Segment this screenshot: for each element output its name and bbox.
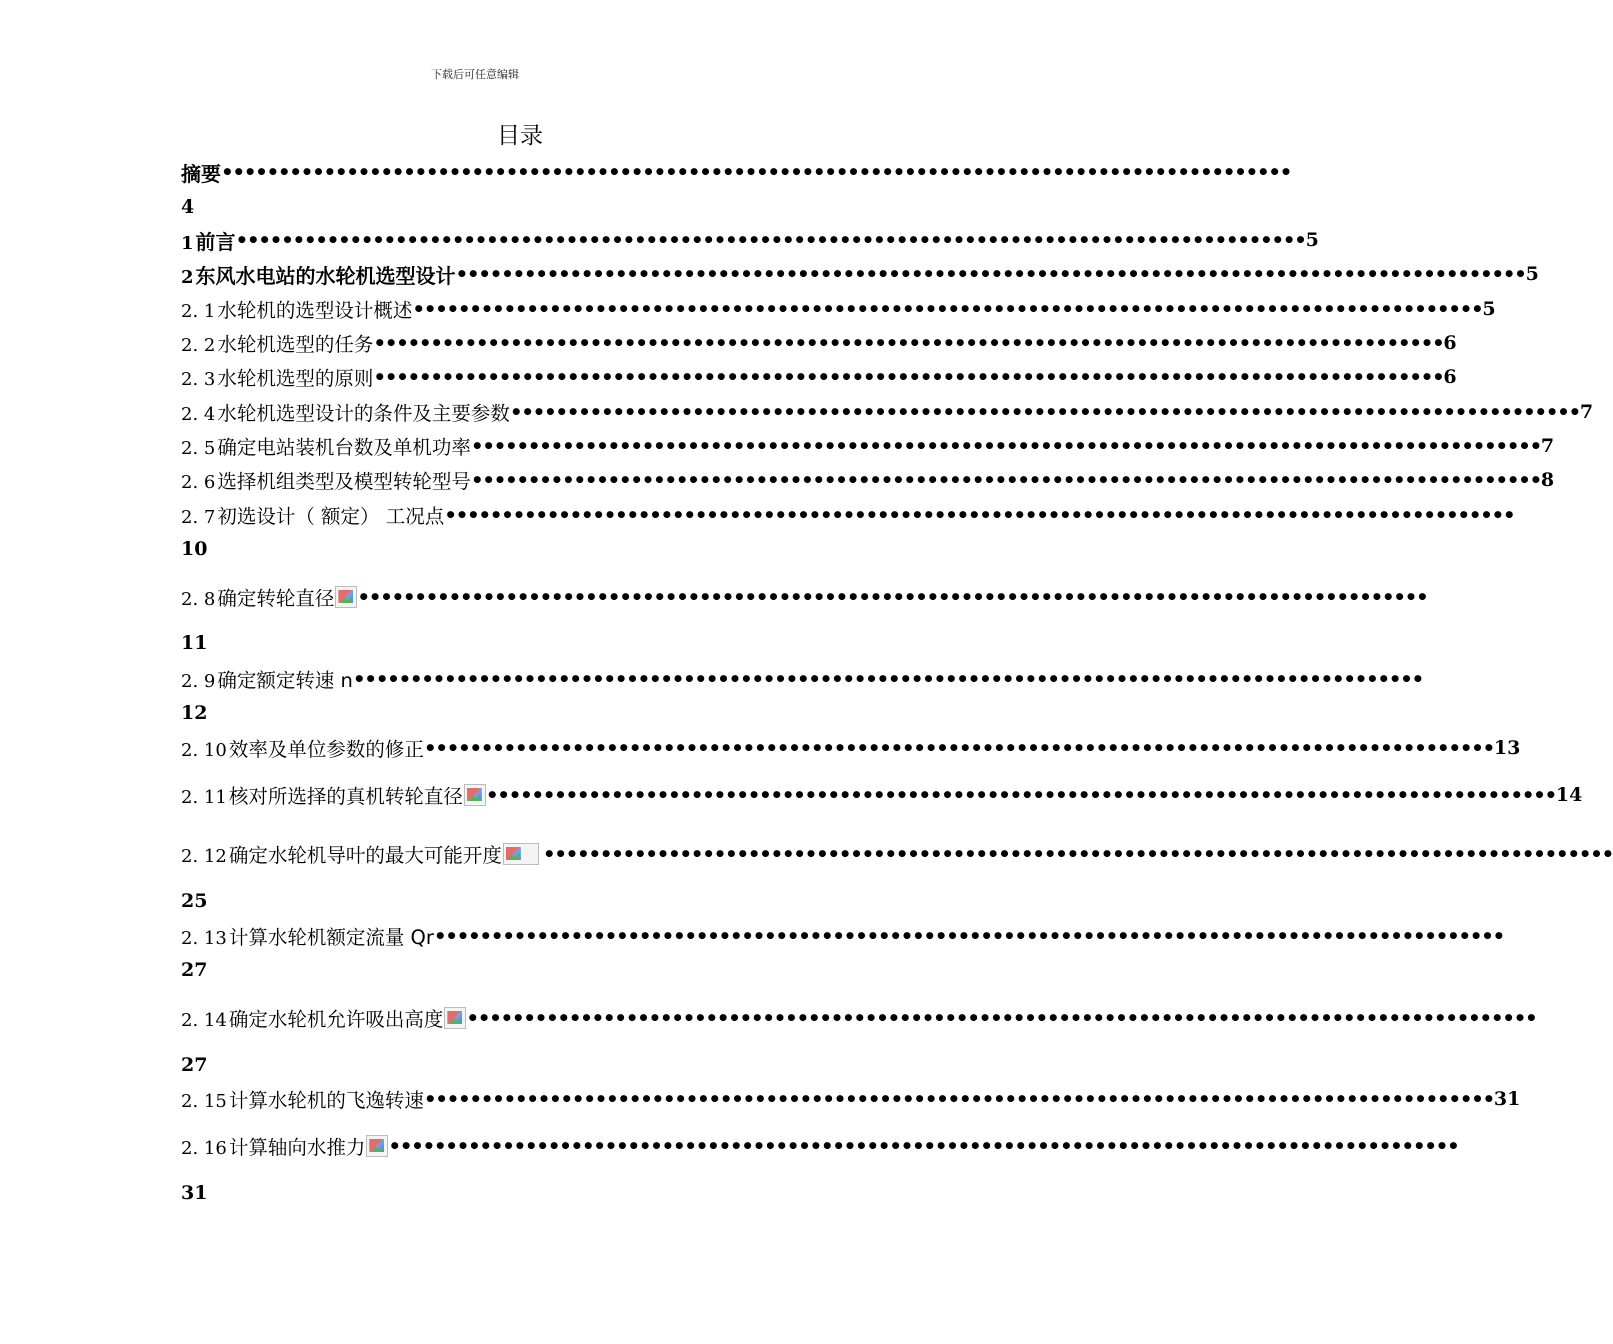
toc-entry-label bbox=[181, 260, 456, 289]
leader-dots: •••••••••••••••••••••••••••••••••••••••••••••••••••••••••••••••••••••••••••••••••••••••••••••• bbox=[470, 434, 1541, 458]
toc-entry-number: 2. 11 bbox=[181, 787, 227, 808]
toc-entry-label bbox=[181, 226, 236, 255]
toc-page-number: 25 bbox=[181, 890, 208, 912]
toc-entry[interactable] bbox=[181, 157, 1292, 187]
leader-dots: •••••••••••••••••••••••••••••••••••••••••••••••••••••••••••••••••••••••••••••••••••••••••••••• bbox=[412, 297, 1483, 321]
toc-page-number: 8 bbox=[1540, 469, 1555, 491]
broken-image-icon bbox=[366, 1135, 388, 1157]
toc-entry-number: 2. 13 bbox=[181, 928, 227, 949]
toc-entry-text: 前言 bbox=[195, 229, 236, 254]
toc-entry-number: 2. 12 bbox=[181, 846, 227, 867]
leader-dots: •••••••••••••••••••••••••••••••••••••••••••••••••••••••••••••••••••••••••••••••••••••••••••••• bbox=[542, 842, 1613, 866]
toc-entry-number: 2 bbox=[181, 266, 194, 288]
toc-entry-text: 效率及单位参数的修正 bbox=[228, 738, 424, 761]
toc-entry-text: 确定电站装机台数及单机功率 bbox=[217, 436, 471, 459]
leader-dots: •••••••••••••••••••••••••••••••••••••••••••••••••••••••••••••••••••••••••••••••••••••••••••••• bbox=[357, 585, 1428, 609]
toc-entry-text: 确定转轮直径 bbox=[217, 587, 335, 610]
toc-entry[interactable] bbox=[181, 431, 1555, 461]
toc-entry[interactable] bbox=[181, 294, 1496, 324]
toc-page-number: 5 bbox=[1525, 263, 1539, 285]
toc-entry-label bbox=[181, 398, 510, 426]
toc-entry-label bbox=[181, 1004, 443, 1032]
toc-entry-label bbox=[181, 158, 221, 187]
toc-entry-label bbox=[181, 1085, 424, 1113]
toc-entry-label bbox=[181, 363, 373, 391]
toc-entry-number: 2. 15 bbox=[181, 1091, 227, 1112]
toc-entry[interactable] bbox=[181, 465, 1555, 495]
toc-entry-text: 水轮机的选型设计概述 bbox=[217, 299, 413, 322]
toc-entry[interactable] bbox=[181, 1131, 1459, 1161]
toc-entry-number: 2. 10 bbox=[181, 740, 227, 761]
toc-entry-label bbox=[181, 734, 424, 762]
toc-entry-number: 2. 1 bbox=[181, 301, 216, 322]
toc-entry-number: 2. 9 bbox=[181, 671, 216, 692]
leader-dots: •••••••••••••••••••••••••••••••••••••••••••••••••••••••••••••••••••••••••••••••••••••••••••••• bbox=[423, 1087, 1494, 1111]
leader-dots: •••••••••••••••••••••••••••••••••••••••••••••••••••••••••••••••••••••••••••••••••••••••••••••• bbox=[235, 228, 1306, 252]
leader-dots: •••••••••••••••••••••••••••••••••••••••••••••••••••••••••••••••••••••••••••••••••••••••••••••• bbox=[433, 924, 1504, 948]
leader-dots: •••••••••••••••••••••••••••••••••••••••••••••••••••••••••••••••••••••••••••••••••••••••••••••• bbox=[466, 1006, 1537, 1030]
toc-page-number: 5 bbox=[1305, 229, 1319, 251]
toc-page-number: 5 bbox=[1482, 298, 1496, 320]
broken-image-icon bbox=[503, 843, 539, 865]
toc-entry[interactable] bbox=[181, 582, 1428, 612]
toc-entry[interactable] bbox=[181, 362, 1457, 392]
toc-entry-label bbox=[181, 840, 502, 868]
toc-entry-text: 确定水轮机允许吸出高度 bbox=[228, 1008, 444, 1031]
leader-dots: •••••••••••••••••••••••••••••••••••••••••••••••••••••••••••••••••••••••••••••••••••••••••••••• bbox=[221, 160, 1292, 184]
toc-entry-text: 水轮机选型设计的条件及主要参数 bbox=[217, 402, 510, 425]
toc-entry-text: 计算轴向水推力 bbox=[228, 1136, 366, 1159]
leader-dots: •••••••••••••••••••••••••••••••••••••••••••••••••••••••••••••••••••••••••••••••••••••••••••••• bbox=[455, 262, 1526, 286]
toc-entry-label bbox=[181, 501, 444, 529]
toc-entry-label bbox=[181, 665, 353, 693]
toc-entry-text: 水轮机选型的任务 bbox=[217, 333, 374, 356]
toc-entry-number: 2. 16 bbox=[181, 1138, 227, 1159]
toc-entry[interactable] bbox=[181, 225, 1319, 255]
toc-page-number: 6 bbox=[1443, 366, 1457, 388]
toc-title: 目录 bbox=[497, 123, 543, 149]
toc-entry[interactable] bbox=[181, 664, 1423, 694]
toc-entry[interactable] bbox=[181, 1003, 1537, 1033]
toc-page-number: 31 bbox=[181, 1182, 208, 1204]
toc-page-number: 13 bbox=[1493, 737, 1521, 759]
toc-entry-text: 东风水电站的水轮机选型设计 bbox=[195, 263, 456, 288]
toc-entry-text: 核对所选择的真机转轮直径 bbox=[228, 785, 463, 808]
leader-dots: •••••••••••••••••••••••••••••••••••••••••••••••••••••••••••••••••••••••••••••••••••••••••••••• bbox=[388, 1134, 1459, 1158]
toc-entry[interactable] bbox=[181, 328, 1457, 358]
broken-image-icon bbox=[444, 1007, 466, 1029]
toc-entry-text: 确定水轮机导叶的最大可能开度 bbox=[228, 844, 502, 867]
broken-image-icon bbox=[335, 586, 357, 608]
toc-entry-label bbox=[181, 432, 471, 460]
toc-page-number: 14 bbox=[1555, 784, 1583, 806]
toc-page-number: 27 bbox=[181, 1054, 208, 1076]
toc-entry-number: 2. 6 bbox=[181, 472, 216, 493]
toc-entry[interactable] bbox=[181, 839, 1613, 869]
leader-dots: •••••••••••••••••••••••••••••••••••••••••••••••••••••••••••••••••••••••••••••••••••••••••••••• bbox=[423, 736, 1494, 760]
toc-entry-text: 计算水轮机额定流量 Qr bbox=[228, 926, 434, 949]
toc-page-number: 7 bbox=[1579, 401, 1594, 423]
toc-page-number: 4 bbox=[181, 196, 195, 218]
toc-entry-text: 初选设计（ 额定） 工况点 bbox=[217, 505, 445, 528]
toc-entry[interactable] bbox=[181, 1084, 1521, 1114]
toc-entry[interactable] bbox=[181, 397, 1594, 427]
leader-dots: •••••••••••••••••••••••••••••••••••••••••••••••••••••••••••••••••••••••••••••••••••••••••••••• bbox=[373, 331, 1444, 355]
toc-entry-number: 2. 2 bbox=[181, 335, 216, 356]
toc-page-number: 6 bbox=[1443, 332, 1457, 354]
toc-entry-number: 1 bbox=[181, 232, 194, 254]
toc-entry-number: 2. 14 bbox=[181, 1010, 227, 1031]
toc-entry-text: 水轮机选型的原则 bbox=[217, 367, 374, 390]
toc-entry-text: 摘要 bbox=[181, 161, 221, 186]
toc-entry-text: 计算水轮机的飞逸转速 bbox=[228, 1089, 424, 1112]
leader-dots: •••••••••••••••••••••••••••••••••••••••••••••••••••••••••••••••••••••••••••••••••••••••••••••• bbox=[485, 783, 1556, 807]
toc-entry[interactable] bbox=[181, 500, 1515, 530]
toc-entry-number: 2. 8 bbox=[181, 589, 216, 610]
toc-page-number: 10 bbox=[181, 538, 208, 560]
leader-dots: •••••••••••••••••••••••••••••••••••••••••••••••••••••••••••••••••••••••••••••••••••••••••••••• bbox=[470, 468, 1541, 492]
toc-entry-label bbox=[181, 1132, 365, 1160]
toc-entry-label bbox=[181, 922, 434, 950]
toc-page-number: 7 bbox=[1540, 435, 1555, 457]
leader-dots: •••••••••••••••••••••••••••••••••••••••••••••••••••••••••••••••••••••••••••••••••••••••••••••• bbox=[352, 667, 1423, 691]
toc-page-number: 11 bbox=[181, 632, 208, 654]
toc-entry-number: 2. 5 bbox=[181, 438, 216, 459]
broken-image-icon bbox=[464, 784, 486, 806]
leader-dots: •••••••••••••••••••••••••••••••••••••••••••••••••••••••••••••••••••••••••••••••••••••••••••••• bbox=[444, 503, 1515, 527]
toc-entry-text: 选择机组类型及模型转轮型号 bbox=[217, 470, 471, 493]
toc-entry[interactable] bbox=[181, 780, 1583, 810]
page-header: 下载后可任意编辑 bbox=[431, 68, 519, 81]
toc-entry-label bbox=[181, 583, 334, 611]
toc-page-number: 31 bbox=[1493, 1088, 1521, 1110]
toc-entry[interactable] bbox=[181, 733, 1521, 763]
toc-page-number: 27 bbox=[181, 959, 208, 981]
leader-dots: •••••••••••••••••••••••••••••••••••••••••••••••••••••••••••••••••••••••••••••••••••••••••••••• bbox=[509, 400, 1580, 424]
toc-page-number: 12 bbox=[181, 702, 208, 724]
toc-entry-number: 2. 7 bbox=[181, 507, 216, 528]
toc-entry-number: 2. 4 bbox=[181, 404, 216, 425]
leader-dots: •••••••••••••••••••••••••••••••••••••••••••••••••••••••••••••••••••••••••••••••••••••••••••••• bbox=[373, 365, 1444, 389]
toc-entry-label bbox=[181, 329, 373, 357]
toc-entry-number: 2. 3 bbox=[181, 369, 216, 390]
toc-entry[interactable] bbox=[181, 259, 1539, 289]
toc-entry-label bbox=[181, 466, 471, 494]
toc-entry-text: 确定额定转速 n bbox=[217, 669, 353, 692]
toc-entry[interactable] bbox=[181, 921, 1504, 951]
toc-entry-label bbox=[181, 295, 412, 323]
toc-entry-label bbox=[181, 781, 463, 809]
